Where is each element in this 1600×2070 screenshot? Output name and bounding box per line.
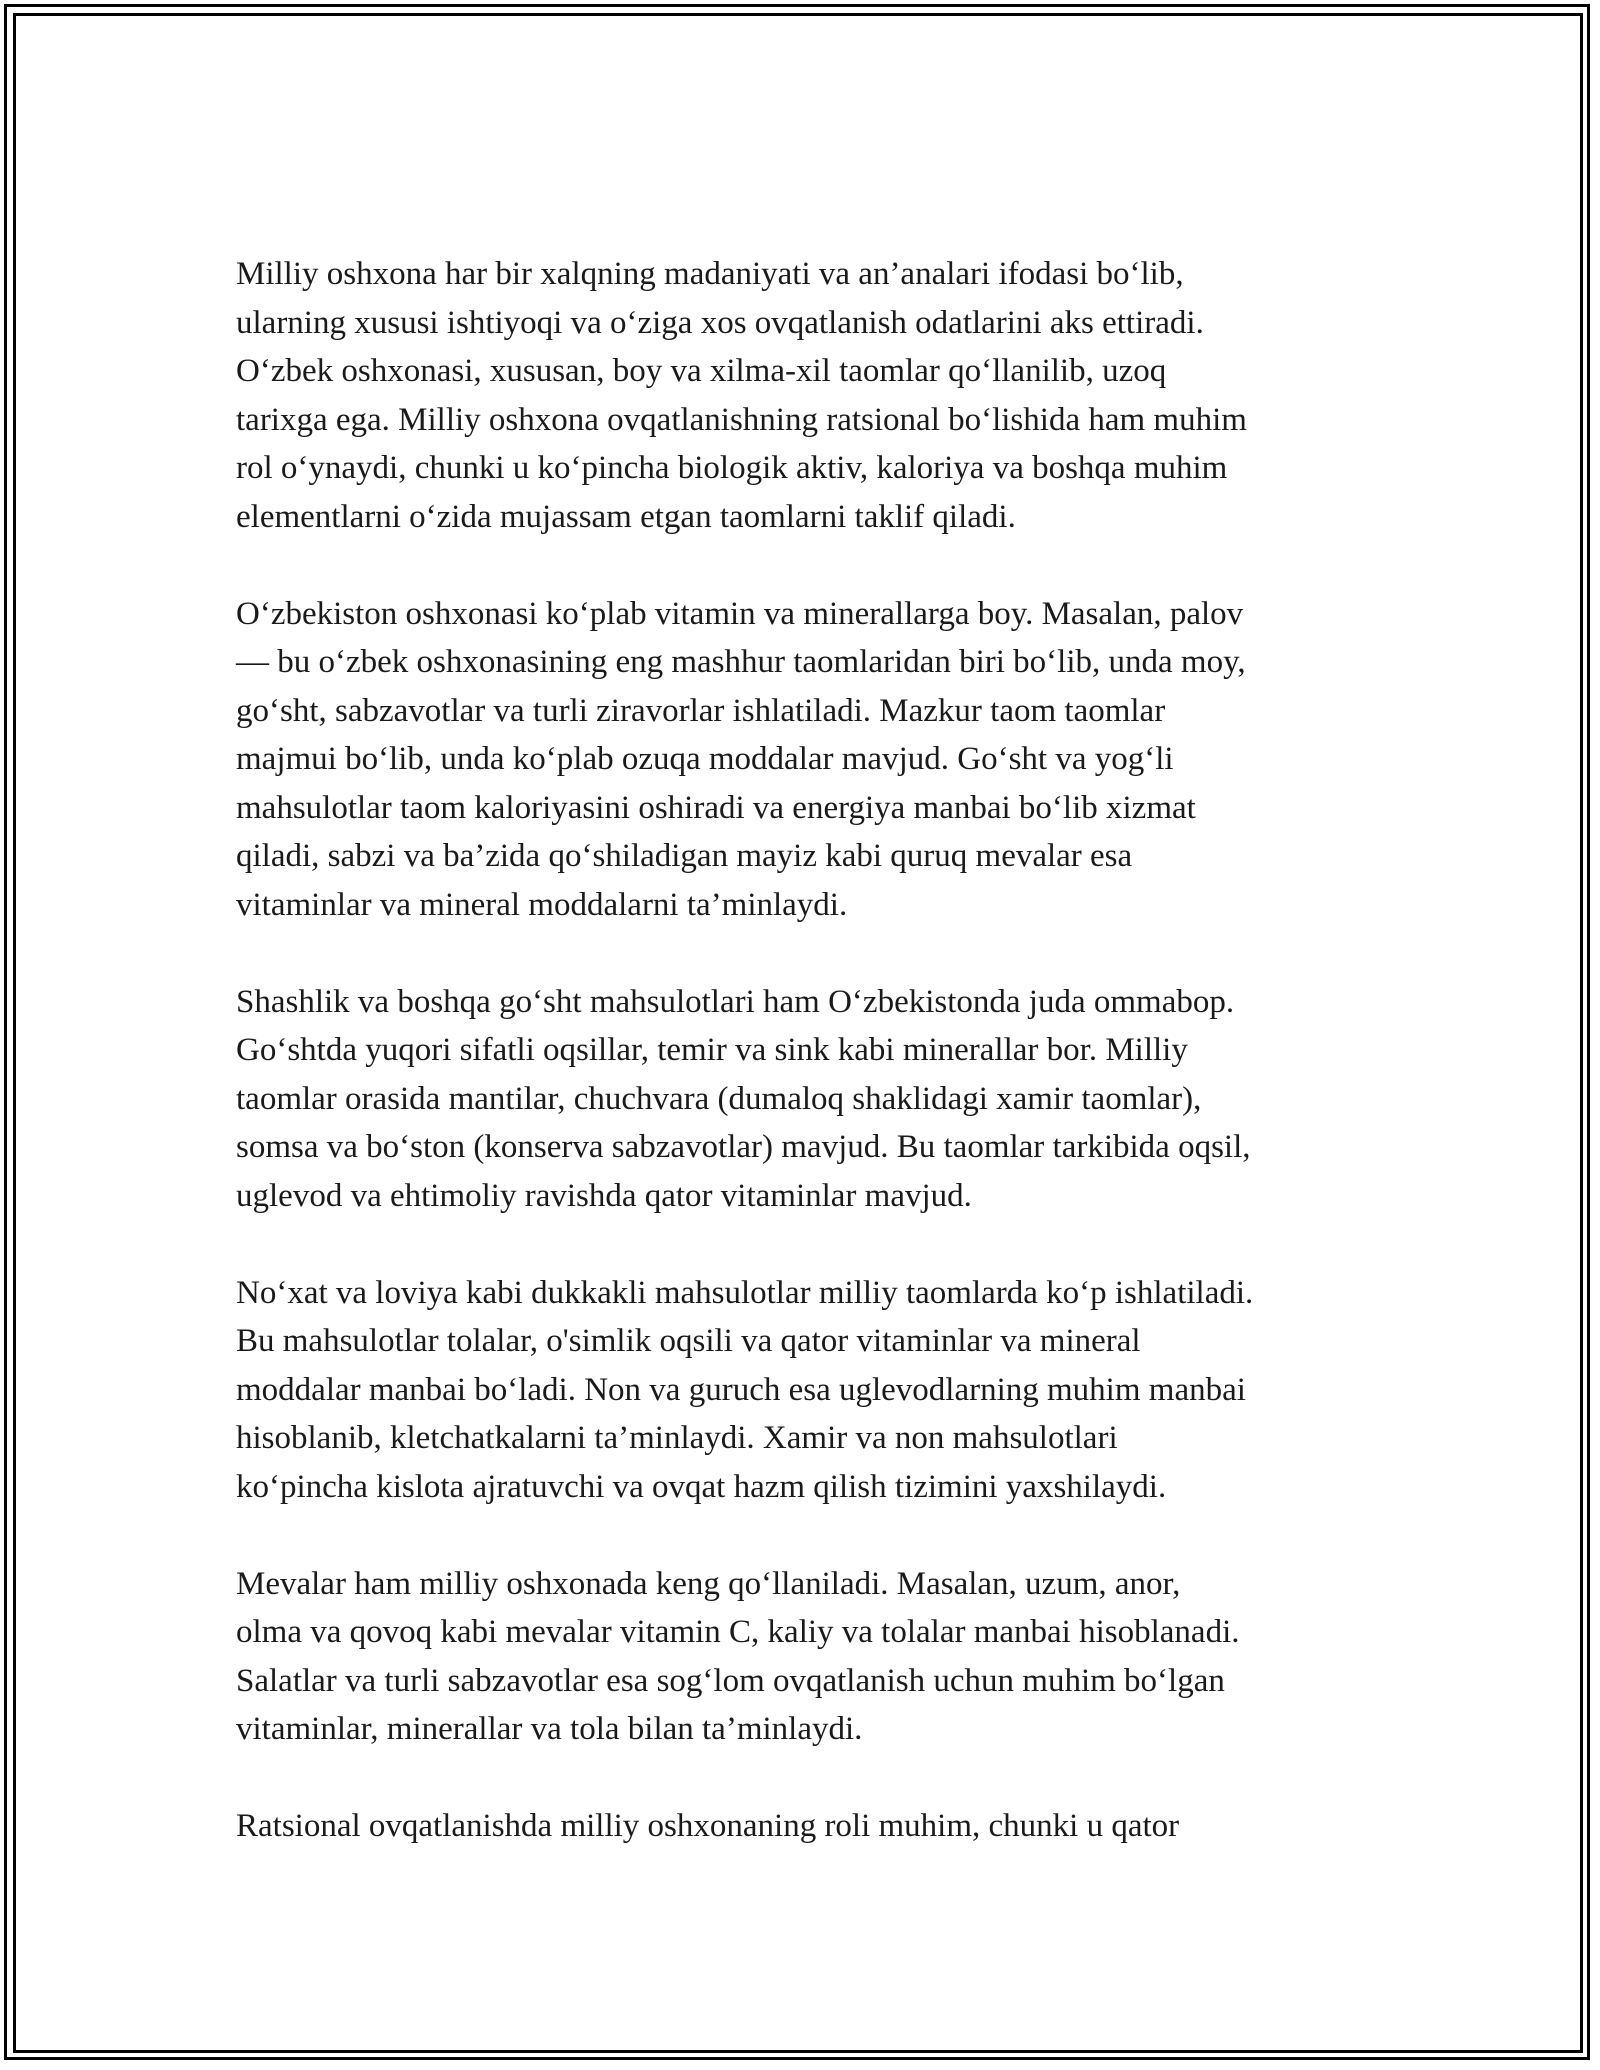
paragraph-fruits: Mevalar ham milliy oshxonada keng qo‘llaniladi. Masalan, uzum, anor, olma va qovoq kabi mevalar vitamin C, kaliy va tolalar manbai hisoblanadi. Salatlar va turli sabzavotlar esa sog‘lom ovqatlanish uchun muhim bo‘lgan vitaminlar, minerallar va tola bilan ta’minlaydi. xyxy=(236,1565,1240,1747)
document-body xyxy=(236,250,1386,1899)
paragraph-shashlik: Shashlik va boshqa go‘sht mahsulotlari ham O‘zbekistonda juda ommabop. Go‘shtda yuqori sifatli oqsillar, temir va sink kabi minerallar bor. Milliy taomlar orasida mantilar, chuchvara (dumaloq shaklidagi xamir taomlar), somsa va bo‘ston (konserva sabzavotlar) mavjud. Bu taomlar tarkibida oqsil, uglevod va ehtimoliy ravishda qator vitaminlar mavjud. xyxy=(236,983,1251,1214)
paragraph-legumes: No‘xat va loviya kabi dukkakli mahsulotlar milliy taomlarda ko‘p ishlatiladi. Bu mahsulotlar tolalar, o'simlik oqsili va qator vitaminlar va mineral moddalar manbai bo‘ladi. Non va guruch esa uglevodlarning muhim manbai hisoblanib, kletchatkalarni ta’minlaydi. Xamir va non mahsulotlari ko‘pincha kislota ajratuvchi va ovqat hazm qilish tizimini yaxshilaydi. xyxy=(236,1274,1254,1505)
paragraph-conclusion: Ratsional ovqatlanishda milliy oshxonaning roli muhim, chunki u qator xyxy=(236,1808,1180,1844)
paragraph-intro: Milliy oshxona har bir xalqning madaniyati va an’analari ifodasi bo‘lib, ularning xususi ishtiyoqi va o‘ziga xos ovqatlanish odatlarini aks ettiradi. O‘zbek oshxonasi, xususan, boy va xilma-xil taomlar qo‘llanilib, uzoq tarixga ega. Milliy oshxona ovqatlanishning ratsional bo‘lishida ham muhim rol o‘ynaydi, chunki u ko‘pincha biologik aktiv, kaloriya va boshqa muhim elementlarni o‘zida mujassam etgan taomlarni taklif qiladi. xyxy=(236,256,1247,535)
paragraph-palov: O‘zbekiston oshxonasi ko‘plab vitamin va minerallarga boy. Masalan, palov — bu o‘zbek oshxonasining eng mashhur taomlaridan biri bo‘lib, unda moy, go‘sht, sabzavotlar va turli ziravorlar ishlatiladi. Mazkur taom taomlar majmui bo‘lib, unda ko‘plab ozuqa moddalar mavjud. Go‘sht va yog‘li mahsulotlar taom kaloriyasini oshiradi va energiya manbai bo‘lib xizmat qiladi, sabzi va ba’zida qo‘shiladigan mayiz kabi quruq mevalar esa vitaminlar va mineral moddalarni ta’minlaydi. xyxy=(236,595,1246,923)
